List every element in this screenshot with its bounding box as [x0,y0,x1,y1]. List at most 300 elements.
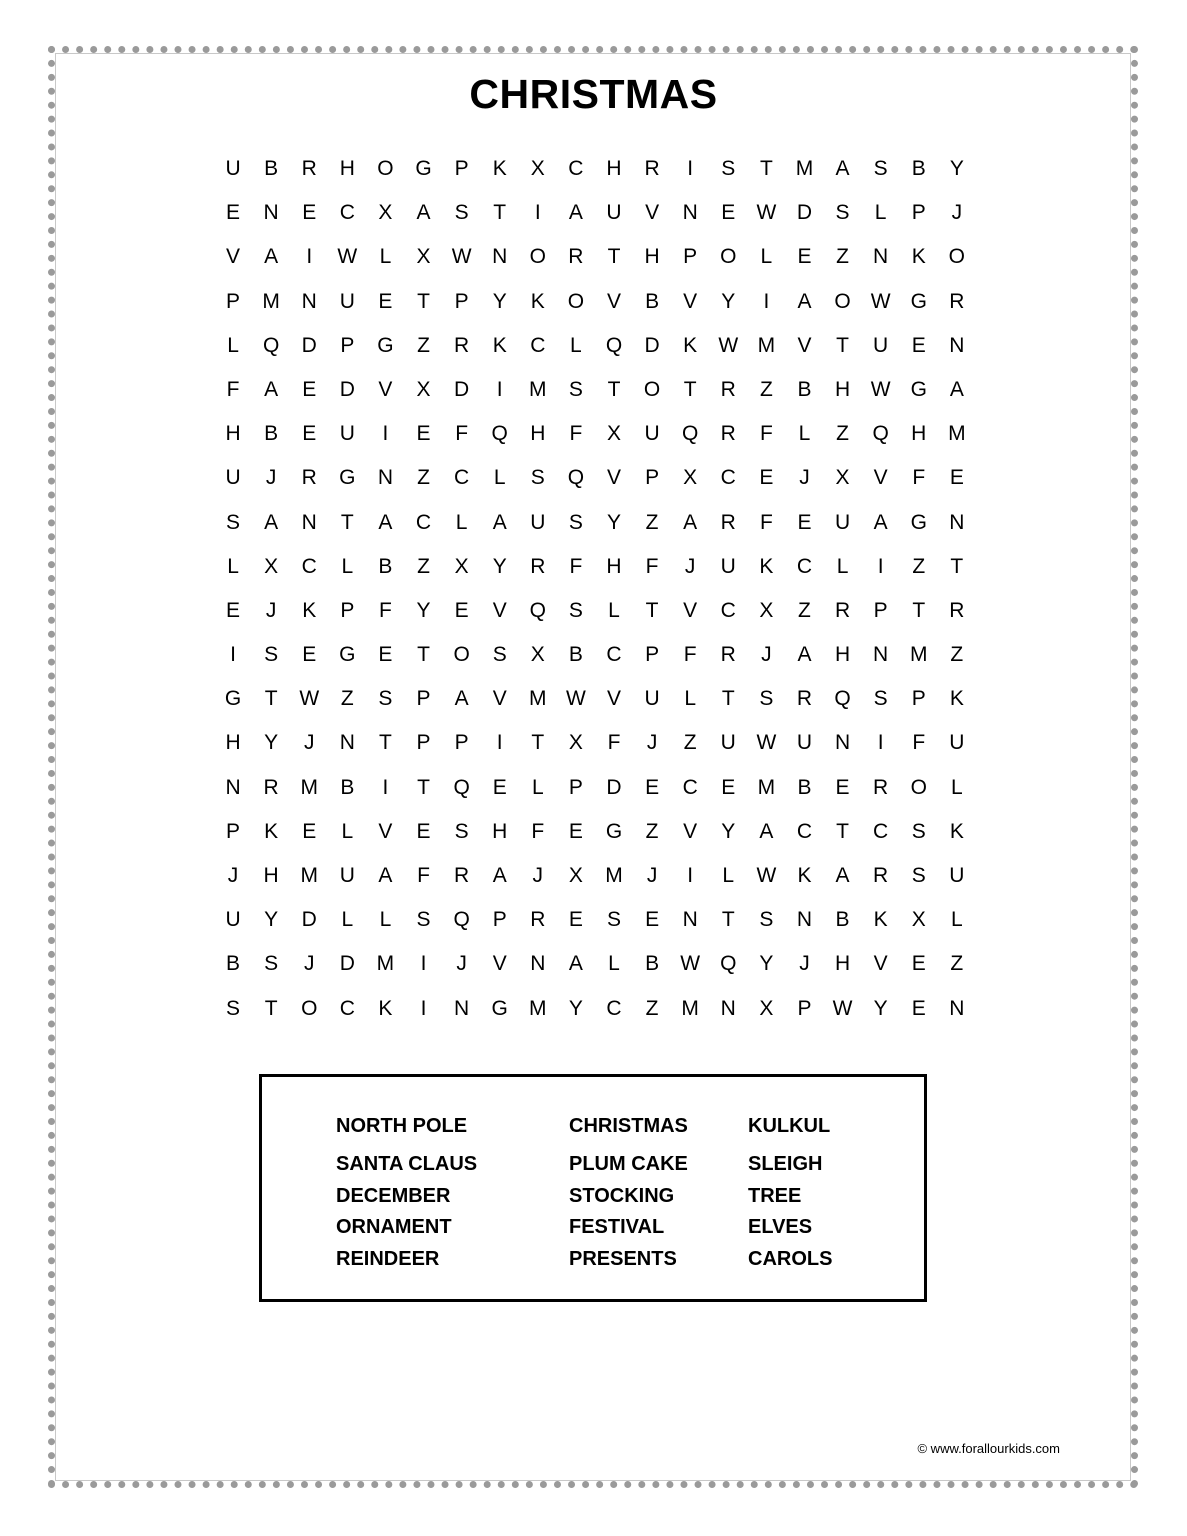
grid-letter: C [796,554,813,578]
grid-letter: Z [950,643,964,667]
grid-letter: P [797,996,812,1020]
grid-letter: A [416,201,431,225]
grid-letter: K [759,554,774,578]
grid-letter: T [836,819,849,843]
grid-letter: X [683,466,698,490]
grid-letter: F [531,819,545,843]
grid-letter: D [796,201,813,225]
grid-letter: V [492,687,507,711]
grid-letter: V [873,952,888,976]
grid-letter: L [760,245,773,269]
grid-letter: C [796,819,813,843]
grid-letter: X [568,731,583,755]
grid-letter: N [263,201,279,225]
grid-letter: U [796,731,813,755]
grid-letter: V [797,333,812,357]
grid-letter: D [454,377,470,401]
grid-letter: J [646,731,658,755]
grid-letter: S [606,908,621,932]
grid-letter: T [607,377,621,401]
grid-letter: E [302,201,317,225]
grid-letter: S [721,157,736,180]
grid-letter: H [911,422,927,446]
grid-letter: M [262,289,280,313]
grid-letter: W [832,996,853,1020]
grid-letter: Z [645,996,659,1020]
grid-letter: B [645,289,660,313]
grid-letter: A [454,687,469,711]
grid-letter: O [643,377,661,401]
grid-letter: U [225,157,241,180]
grid-letter: S [835,201,850,225]
grid-letter: N [530,952,546,976]
grid-letter: D [606,775,622,799]
grid-letter: I [420,996,427,1020]
grid-letter: T [417,643,430,667]
grid-letter: L [950,908,963,932]
grid-letter: Z [645,510,659,534]
grid-letter: X [568,864,583,887]
grid-letter: A [264,377,279,401]
grid-letter: W [756,731,777,755]
grid-letter: A [797,289,812,313]
grid-letter: F [759,510,773,534]
grid-letter: A [835,864,850,887]
grid-letter: I [306,245,313,269]
grid-letter: I [496,731,503,755]
word-list-item: DECEMBER [336,1185,451,1207]
grid-letter: R [834,598,851,622]
grid-letter: K [492,333,507,357]
grid-letter: Z [759,377,773,401]
grid-letter: E [797,245,812,269]
grid-letter: J [799,952,810,976]
grid-letter: J [303,731,315,755]
grid-letter: D [339,377,355,401]
grid-letter: L [798,422,811,446]
word-list-item: REINDEER [336,1248,440,1270]
grid-letter: N [492,245,508,269]
grid-letter: E [645,775,660,799]
grid-letter: U [949,731,965,755]
grid-letter: L [455,510,468,534]
word-list-item: NORTH POLE [336,1115,468,1137]
grid-letter: L [341,908,354,932]
grid-letter: C [568,157,584,180]
grid-letter: P [340,333,355,357]
grid-letter: E [835,775,850,799]
grid-letter: A [568,201,583,225]
word-search-grid [214,147,976,1031]
grid-letter: A [835,157,850,180]
grid-letter: F [455,422,469,446]
grid-letter: E [454,598,469,622]
grid-letter: S [759,908,774,932]
grid-letter: J [532,864,544,887]
grid-letter: I [382,422,389,446]
grid-letter: H [225,731,241,755]
grid-letter: R [301,466,317,490]
grid-letter: S [911,864,926,887]
grid-letter: L [227,333,239,357]
grid-letter: F [912,731,926,755]
grid-letter: H [530,422,546,446]
grid-letter: W [299,687,320,711]
grid-letter: C [339,201,355,225]
grid-letter: V [873,466,888,490]
grid-letter: T [645,598,659,622]
grid-letter: W [565,687,586,711]
grid-letter: F [759,422,773,446]
grid-letter: B [645,952,660,976]
grid-letter: P [911,687,926,711]
grid-letter: V [606,466,621,490]
grid-letter: J [951,201,963,225]
word-list-item: ORNAMENT [336,1216,452,1238]
grid-letter: A [492,510,507,534]
grid-letter: T [264,687,278,711]
grid-letter: K [949,687,964,711]
grid-letter: V [226,245,241,269]
grid-letter: J [265,466,277,490]
grid-letter: M [300,864,318,887]
grid-letter: R [720,510,736,534]
grid-letter: E [911,996,926,1020]
grid-letter: W [718,333,739,357]
grid-letter: U [530,510,546,534]
grid-letter: A [568,952,583,976]
grid-letter: R [454,333,470,357]
grid-letter: R [530,908,546,932]
grid-letter: X [530,157,545,180]
grid-letter: E [949,466,964,490]
grid-letter: X [759,996,774,1020]
grid-letter: G [377,333,394,357]
grid-letter: Z [836,422,849,446]
grid-letter: T [721,687,735,711]
grid-letter: R [263,775,279,799]
grid-letter: B [568,643,583,667]
grid-letter: F [226,377,240,401]
grid-letter: M [757,775,776,799]
grid-letter: L [874,201,887,225]
grid-letter: R [644,157,660,180]
grid-letter: Y [606,510,621,534]
grid-letter: T [340,510,354,534]
grid-letter: P [454,731,469,755]
grid-letter: L [493,466,506,490]
grid-letter: J [646,864,658,887]
grid-letter: A [683,510,698,534]
grid-letter: U [644,687,660,711]
word-list-item: FESTIVAL [569,1216,665,1238]
grid-letter: P [340,598,355,622]
grid-letter: A [378,510,393,534]
grid-letter: S [454,819,469,843]
grid-letter: O [529,245,546,269]
grid-letter: B [264,422,279,446]
grid-letter: O [301,996,318,1020]
grid-letter: P [416,687,431,711]
grid-letter: C [301,554,317,578]
grid-letter: U [949,864,965,887]
grid-letter: L [722,864,735,887]
grid-letter: R [796,687,813,711]
grid-letter: E [302,643,317,667]
grid-letter: M [529,996,547,1020]
grid-letter: A [873,510,888,534]
grid-letter: I [687,864,694,887]
grid-letter: O [720,245,737,269]
grid-letter: U [339,289,355,313]
grid-letter: M [605,864,623,887]
grid-letter: Q [834,687,851,711]
grid-letter: O [948,245,965,269]
grid-letter: I [687,157,694,180]
grid-letter: U [339,422,355,446]
grid-letter: P [416,731,431,755]
grid-letter: V [378,377,393,401]
grid-letter: N [301,289,317,313]
grid-letter: P [226,819,241,843]
grid-letter: G [910,289,927,313]
grid-letter: B [797,775,812,799]
grid-letter: T [950,554,964,578]
grid-letter: C [339,996,355,1020]
grid-letter: M [948,422,966,446]
grid-letter: V [683,289,698,313]
grid-letter: X [606,422,621,446]
grid-letter: R [301,157,317,180]
grid-letter: I [382,775,389,799]
grid-letter: S [530,466,545,490]
grid-letter: Y [949,157,964,180]
grid-letter: D [301,908,317,932]
grid-letter: J [303,952,315,976]
grid-letter: H [834,377,851,401]
grid-letter: X [454,554,469,578]
grid-letter: M [757,333,776,357]
grid-letter: B [797,377,812,401]
grid-letter: U [873,333,889,357]
grid-letter: I [877,554,884,578]
grid-letter: X [530,643,545,667]
grid-letter: G [910,510,927,534]
grid-letter: E [226,598,241,622]
grid-letter: Q [872,422,889,446]
grid-letter: S [454,201,469,225]
grid-letter: C [720,598,736,622]
grid-letter: F [912,466,926,490]
grid-letter: Z [417,333,430,357]
grid-letter: O [834,289,851,313]
grid-letter: M [376,952,395,976]
grid-letter: O [453,643,470,667]
grid-letter: Y [873,996,888,1020]
grid-letter: A [378,864,393,887]
grid-letter: L [836,554,849,578]
grid-letter: B [911,157,926,180]
grid-letter: E [797,510,812,534]
grid-letter: Z [417,466,430,490]
grid-letter: E [302,819,317,843]
word-list-item: SANTA CLAUS [336,1153,478,1175]
grid-letter: E [911,333,926,357]
grid-letter: S [873,157,888,180]
grid-letter: D [301,333,317,357]
word-list-box [259,1074,927,1302]
grid-letter: Q [262,333,280,357]
grid-letter: Y [721,819,736,843]
grid-letter: E [416,422,431,446]
grid-letter: Q [682,422,699,446]
grid-letter: G [415,157,432,180]
grid-letter: G [491,996,508,1020]
grid-letter: L [684,687,697,711]
grid-letter: E [645,908,660,932]
grid-letter: H [492,819,508,843]
grid-letter: Z [340,687,354,711]
grid-letter: V [683,819,698,843]
grid-letter: J [456,952,467,976]
grid-letter: E [492,775,507,799]
grid-letter: F [645,554,659,578]
grid-letter: Q [605,333,623,357]
grid-letter: P [454,289,469,313]
grid-letter: A [264,510,279,534]
grid-letter: Z [836,245,849,269]
grid-letter: P [911,201,926,225]
grid-letter: P [492,908,507,932]
grid-letter: S [759,687,774,711]
grid-letter: I [420,952,427,976]
page-title: CHRISTMAS [469,71,718,117]
grid-letter: X [911,908,926,932]
grid-letter: H [834,952,851,976]
grid-letter: L [570,333,582,357]
grid-letter: E [302,422,317,446]
grid-letter: B [340,775,355,799]
grid-letter: N [949,996,965,1020]
grid-letter: Q [720,952,737,976]
grid-letter: T [379,731,392,755]
grid-letter: R [720,377,736,401]
grid-letter: N [454,996,470,1020]
grid-letter: Y [721,289,736,313]
grid-letter: T [836,333,849,357]
grid-letter: R [949,598,965,622]
grid-letter: Y [416,598,431,622]
grid-letter: E [721,201,736,225]
word-list-item: CHRISTMAS [569,1115,688,1137]
grid-letter: Z [798,598,811,622]
grid-letter: I [230,643,236,667]
grid-letter: Y [759,952,774,976]
grid-letter: T [721,908,735,932]
grid-letter: K [264,819,279,843]
grid-letter: S [873,687,888,711]
grid-letter: C [606,643,622,667]
grid-letter: Y [568,996,583,1020]
grid-letter: N [873,245,889,269]
grid-letter: R [530,554,546,578]
grid-letter: E [226,201,241,225]
grid-letter: T [417,289,430,313]
grid-letter: J [227,864,239,887]
grid-letter: P [645,466,660,490]
grid-letter: H [834,643,851,667]
grid-letter: V [606,687,621,711]
grid-letter: P [873,598,888,622]
grid-letter: G [605,819,623,843]
grid-letter: L [608,598,620,622]
grid-letter: C [415,510,432,534]
grid-letter: V [492,952,507,976]
grid-letter: W [756,864,777,887]
grid-letter: L [531,775,544,799]
grid-letter: K [530,289,545,313]
grid-letter: A [264,245,279,269]
grid-letter: G [339,643,356,667]
grid-letter: E [911,952,926,976]
grid-letter: A [759,819,774,843]
grid-letter: N [225,775,241,799]
grid-letter: V [492,598,507,622]
grid-letter: G [339,466,356,490]
grid-letter: H [644,245,660,269]
grid-letter: L [608,952,620,976]
grid-letter: O [567,289,585,313]
grid-letter: V [606,289,621,313]
word-list-item: CAROLS [748,1248,833,1270]
grid-letter: Q [491,422,508,446]
grid-letter: K [873,908,888,932]
word-list-item: ELVES [748,1216,813,1238]
grid-letter: E [378,643,393,667]
grid-letter: I [763,289,770,313]
grid-letter: Y [264,908,279,932]
grid-letter: N [834,731,851,755]
grid-letter: X [416,245,431,269]
grid-letter: Q [453,908,470,932]
grid-letter: W [756,201,777,225]
grid-letter: C [606,996,622,1020]
grid-letter: S [911,819,926,843]
grid-letter: K [911,245,926,269]
grid-letter: S [492,643,507,667]
grid-letter: V [378,819,393,843]
grid-letter: Y [492,289,507,313]
copyright-notice: © www.forallourkids.com [917,1441,1060,1456]
grid-letter: H [606,554,622,578]
grid-letter: X [378,201,393,225]
grid-letter: E [721,775,736,799]
grid-letter: Q [567,466,585,490]
grid-letter: S [568,510,583,534]
grid-letter: D [339,952,355,976]
grid-letter: R [568,245,584,269]
grid-letter: U [606,201,622,225]
grid-letter: E [302,377,317,401]
grid-letter: W [451,245,472,269]
grid-letter: R [720,422,736,446]
grid-letter: T [759,157,773,180]
grid-letter: T [493,201,507,225]
grid-letter: S [568,377,583,401]
grid-letter: N [873,643,889,667]
grid-letter: W [337,245,358,269]
grid-letter: B [264,157,279,180]
